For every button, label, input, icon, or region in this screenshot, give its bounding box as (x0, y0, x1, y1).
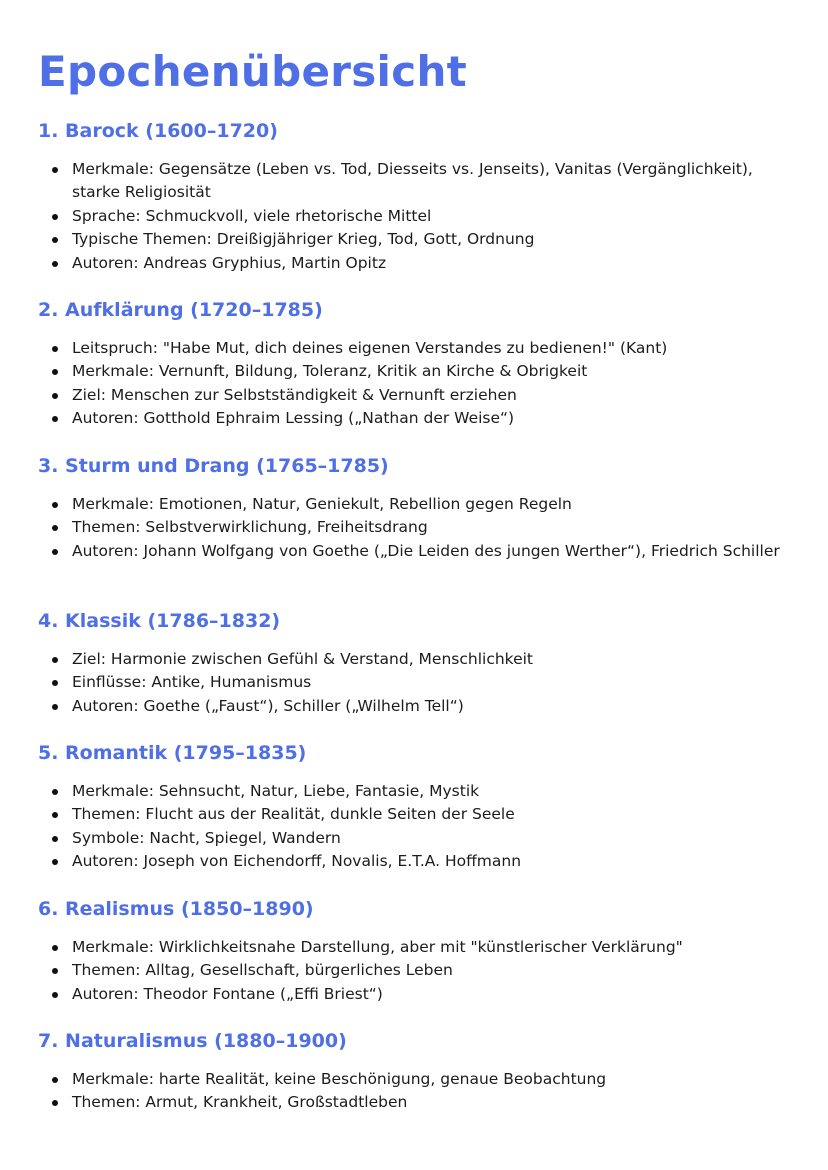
list-item: Autoren: Andreas Gryphius, Martin Opitz (38, 252, 790, 275)
section-heading: 6. Realismus (1850–1890) (38, 898, 314, 920)
section-aufklaerung (38, 297, 790, 431)
section-klassik (38, 608, 790, 718)
list-item: Autoren: Theodor Fontane („Effi Briest“) (38, 983, 790, 1006)
list-item: Merkmale: Emotionen, Natur, Geniekult, Rebellion gegen Regeln (38, 493, 790, 516)
section-romantik (38, 740, 790, 874)
bullet-list (38, 936, 790, 1006)
list-item: Ziel: Harmonie zwischen Gefühl & Verstand, Menschlichkeit (38, 648, 790, 671)
section-heading: 1. Barock (1600–1720) (38, 120, 278, 142)
list-item: Themen: Armut, Krankheit, Großstadtleben (38, 1091, 790, 1114)
bullet-list (38, 337, 790, 431)
section-heading: 5. Romantik (1795–1835) (38, 742, 307, 764)
list-item: Merkmale: Wirklichkeitsnahe Darstellung, aber mit "künstlerischer Verklärung" (38, 936, 790, 959)
page-title: Epochenübersicht (38, 47, 468, 96)
bullet-list (38, 648, 790, 718)
section-heading: 7. Naturalismus (1880–1900) (38, 1030, 347, 1052)
section-sturm-und-drang (38, 453, 790, 563)
section-realismus (38, 896, 790, 1006)
list-item: Typische Themen: Dreißigjähriger Krieg, Tod, Gott, Ordnung (38, 228, 790, 251)
list-item: Symbole: Nacht, Spiegel, Wandern (38, 827, 790, 850)
section-heading: 3. Sturm und Drang (1765–1785) (38, 455, 389, 477)
list-item: Merkmale: Gegensätze (Leben vs. Tod, Diesseits vs. Jenseits), Vanitas (Vergänglichkeit), starke Religiosität (38, 158, 790, 205)
bullet-list (38, 493, 790, 563)
section-heading: 4. Klassik (1786–1832) (38, 610, 281, 632)
bullet-list (38, 158, 790, 275)
bullet-list (38, 780, 790, 874)
list-item: Themen: Flucht aus der Realität, dunkle Seiten der Seele (38, 803, 790, 826)
list-item: Autoren: Goethe („Faust“), Schiller („Wilhelm Tell“) (38, 695, 790, 718)
list-item: Sprache: Schmuckvoll, viele rhetorische Mittel (38, 205, 790, 228)
list-item: Leitspruch: "Habe Mut, dich deines eigenen Verstandes zu bedienen!" (Kant) (38, 337, 790, 360)
list-item: Ziel: Menschen zur Selbstständigkeit & Vernunft erziehen (38, 384, 790, 407)
section-naturalismus (38, 1028, 790, 1115)
list-item: Autoren: Joseph von Eichendorff, Novalis, E.T.A. Hoffmann (38, 850, 790, 873)
section-heading: 2. Aufklärung (1720–1785) (38, 299, 323, 321)
bullet-list (38, 1068, 790, 1115)
list-item: Merkmale: Sehnsucht, Natur, Liebe, Fantasie, Mystik (38, 780, 790, 803)
list-item: Autoren: Gotthold Ephraim Lessing („Nathan der Weise“) (38, 407, 790, 430)
list-item: Merkmale: harte Realität, keine Beschönigung, genaue Beobachtung (38, 1068, 790, 1091)
list-item: Autoren: Johann Wolfgang von Goethe („Die Leiden des jungen Werther“), Friedrich Schiller (38, 540, 790, 563)
list-item: Merkmale: Vernunft, Bildung, Toleranz, Kritik an Kirche & Obrigkeit (38, 360, 790, 383)
list-item: Themen: Selbstverwirklichung, Freiheitsdrang (38, 516, 790, 539)
list-item: Themen: Alltag, Gesellschaft, bürgerliches Leben (38, 959, 790, 982)
list-item: Einflüsse: Antike, Humanismus (38, 671, 790, 694)
section-barock (38, 118, 790, 275)
